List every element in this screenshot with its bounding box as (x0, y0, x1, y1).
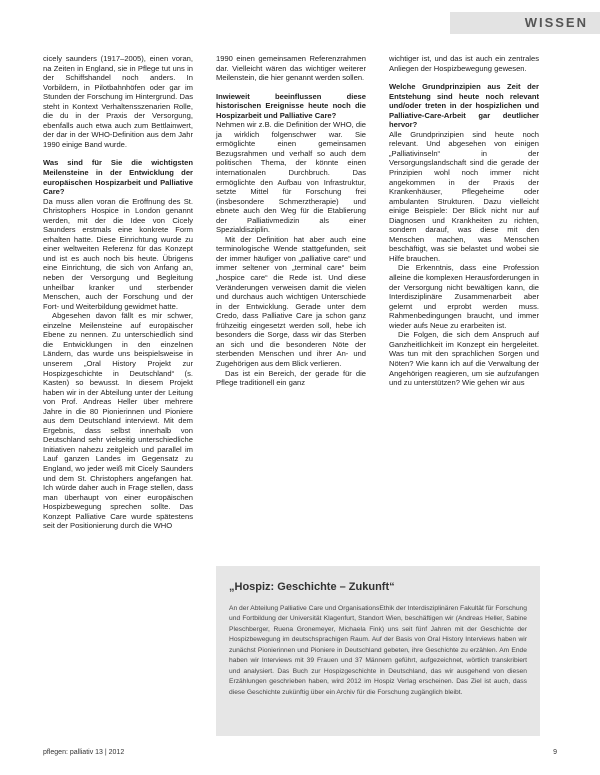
interview-question: Inwieweit beeinflussen diese historischen Ereignisse heute noch die Hospizarbeit und Palliative Care? (216, 91, 366, 120)
paragraph: Nehmen wir z.B. die Definition der WHO, die ja wirklich folgenschwer war. Sie ermöglichte einen gemeinsamen Bezugsrahmen und verhalf so auch dem politischen Thema, der könnte einen internationalen Durchbruch. Das ermöglichte den Aufbau von Infrastruktur, setzte Mittel für Forschung frei (insbesondere Schmerztherapie) und ebnete auch den Weg für die Etablierung der Palliativmedizin als einer Spezialdisziplin. (216, 120, 366, 235)
section-tab (450, 12, 600, 34)
page-number: 9 (553, 749, 557, 756)
text-column-1 (43, 54, 193, 531)
info-box (216, 566, 540, 736)
interview-question: Welche Grundprinzipien aus Zeit der Entstehung sind heute noch relevant und/oder treten in der hospizlichen und Palliative-Care-Arbeit gar deutlicher hervor? (389, 82, 539, 130)
info-box-title: „Hospiz: Geschichte – Zukunft“ (229, 581, 395, 593)
info-box-text: An der Abteilung Palliative Care und OrganisationsEthik der Interdisziplinären Fakultät für Forschung und Fortbildung der Universität Klagenfurt, Standort Wien, beschäftigen wir (Andreas Heller, Sabine Pleschberger, Ruena Gronemeyer, Michaela Fink) uns seit fünf Jahren mit der Geschichte der Hospizbewegung im deutschsprachigen Raum. Auf der Basis von Oral History Interviews haben wir zunächst Pionierinnen und Pioniere in Deutschland gebeten, ihre Geschichte zu erzählen. Am Ende haben wir Interviews mit 39 Frauen und 37 Männern geführt, aufgezeichnet, wörtlich transkribiert und analysiert. Das Buch zur Hospizgeschichte in Deutschland, das wir ausgehend von diesen Erzählungen geschrieben haben, wird 2012 im Hospiz Verlag erscheinen. Das Ziel ist auch, dass diese Geschichte zukünftig über ein Archiv für die Forschung zugänglich bleibt. (229, 605, 527, 696)
paragraph: Die Erkenntnis, dass eine Profession alleine die komplexen Herausforderungen in der Versorgung nicht bewältigen kann, die Interdisziplinäre Zusammenarbeit aber gelernt und erprobt werden muss. Rahmenbedingungen braucht, und immer wieder aufs Neue zu erarbeiten ist. (389, 263, 539, 330)
section-label: WISSEN (524, 15, 588, 30)
text-column-3 (389, 54, 539, 388)
paragraph: Alle Grundprinzipien sind heute noch relevant. Und abgesehen von einigen „Palliativinseln“ in der Versorgungslandschaft sind die gerade der Prinzipien wohl noch immer nicht angekommen in der Praxis der Krankenhäuser, Pflegeheime oder ambulanten Strukturen. Dazu vielleicht einige Beispiele: Der Blick nicht nur auf Diagnosen und Krankheiten zu richten, sondern darauf, was diese mit den Menschen machen, was Menschen beschäftigt, was sie belastet und wobei sie Hilfe brauchen. (389, 129, 539, 263)
paragraph: cicely saunders (1917–2005), einen voran, na Zeiten in England, sie in Pflege tut uns in der Schiffshandel noch anders. In Vorbildern, in Pilotbahnhöfen oder gar im Stunden der Forschung im Hintergrund. Das steht in Kontext Verhaltensszenarien Rolle, die du in der Praxis der Versorgung, ebenfalls auch etwa auch zum Bettlainwert, der dar in der WHO-Definition aus dem Jahr 1990 einige Band wurde. (43, 54, 193, 149)
paragraph: Da muss allen voran die Eröffnung des St. Christophers Hospice in London genannt werden, mit der die Idee von Cicely Saunders erstmals eine konkrete Form erhalten hatte. Diese Einrichtung wurde zu einer weltweiten Referenz für das Konzept und ist es auch noch bis heute. Übrigens eine Einrichtung, die sich von Anfang an, neben der Versorgung und Begleitung unheilbar kranker und sterbender Menschen, auch der Forschung und der Fort- und Weiterbildung gewidmet hatte. (43, 196, 193, 311)
interview-question: Was sind für Sie die wichtigsten Meilensteine in der Entwicklung der europäischen Hospizarbeit und Palliative Care? (43, 158, 193, 197)
footer-publication: pflegen: palliativ 13 | 2012 (43, 749, 125, 756)
paragraph: Abgesehen davon fällt es mir schwer, einzelne Meilensteine auf europäischer Ebene zu nennen. Zu unterschiedlich sind die Entwicklungen in den einzelnen Ländern, das wurde uns beispielsweise in unserem „Oral History Projekt zur Hospizgeschichte in Deutschland“ (s. Kasten) so bewusst. In diesem Projekt haben wir in der Abteilung unter der Leitung von Prof. Andreas Heller über mehrere Jahre in die 80 Pionierinnen und Pioniere aus dem Deutschland interviewt. Mit dem Ergebnis, dass selbst innerhalb von Deutschland sehr vielseitig unterschiedliche Initiativen nahezu zeitgleich und parallel im Lauf ganzen Landes im Gegensatz zu England, wo jeder weiß mit Cicely Saunders und dem St. Christophers angefangen hat. Ich würde daher auch in Frage stellen, dass man überhaupt von einer europäischen Hospizbewegung sprechen sollte. Das Konzept Palliative Care wurde spätestens seit der Positionierung durch die WHO (43, 311, 193, 531)
paragraph: wichtiger ist, und das ist auch ein zentrales Anliegen der Hospizbewegung gewesen. (389, 54, 539, 73)
paragraph: 1990 einen gemeinsamen Referenzrahmen dar. Vielleicht wären das wichtiger weiterer Meilenstein, die hier genannt werden sollen. (216, 54, 366, 83)
paragraph: Die Folgen, die sich dem Anspruch auf Ganzheitlichkeit im Konzept ein hergeleitet. Was tun mit den sprachlichen Sorgen und Nöten? Wie kann ich auf die Verwaltung der Angehörigen reagieren, um sie aufzufangen und zu unterstützen? Wie gehen wir aus (389, 330, 539, 388)
text-column-2 (216, 54, 366, 388)
page-footer (43, 749, 557, 761)
paragraph: Mit der Definition hat aber auch eine terminologische Wende stattgefunden, seit der immer häufiger von „palliative care“ und immer seltener von „terminal care“ beim „hospice care“ die Rede ist. Und diese Veränderungen verweisen damit die vielen und durchaus auch wichtigen Unterschiede in der Entwicklung. Gerade unter dem Credo, dass Palliative Care ja schon ganz frühzeitig eingesetzt werden soll, hebe ich besonders die Sorge, dass wir das Sterben an sich und die besonderen Nöte der sterbenden Menschen und ihrer An- und Zugehörigen aus dem Blick verlieren. (216, 234, 366, 368)
paragraph: Das ist ein Bereich, der gerade für die Pflege traditionell ein ganz (216, 368, 366, 388)
